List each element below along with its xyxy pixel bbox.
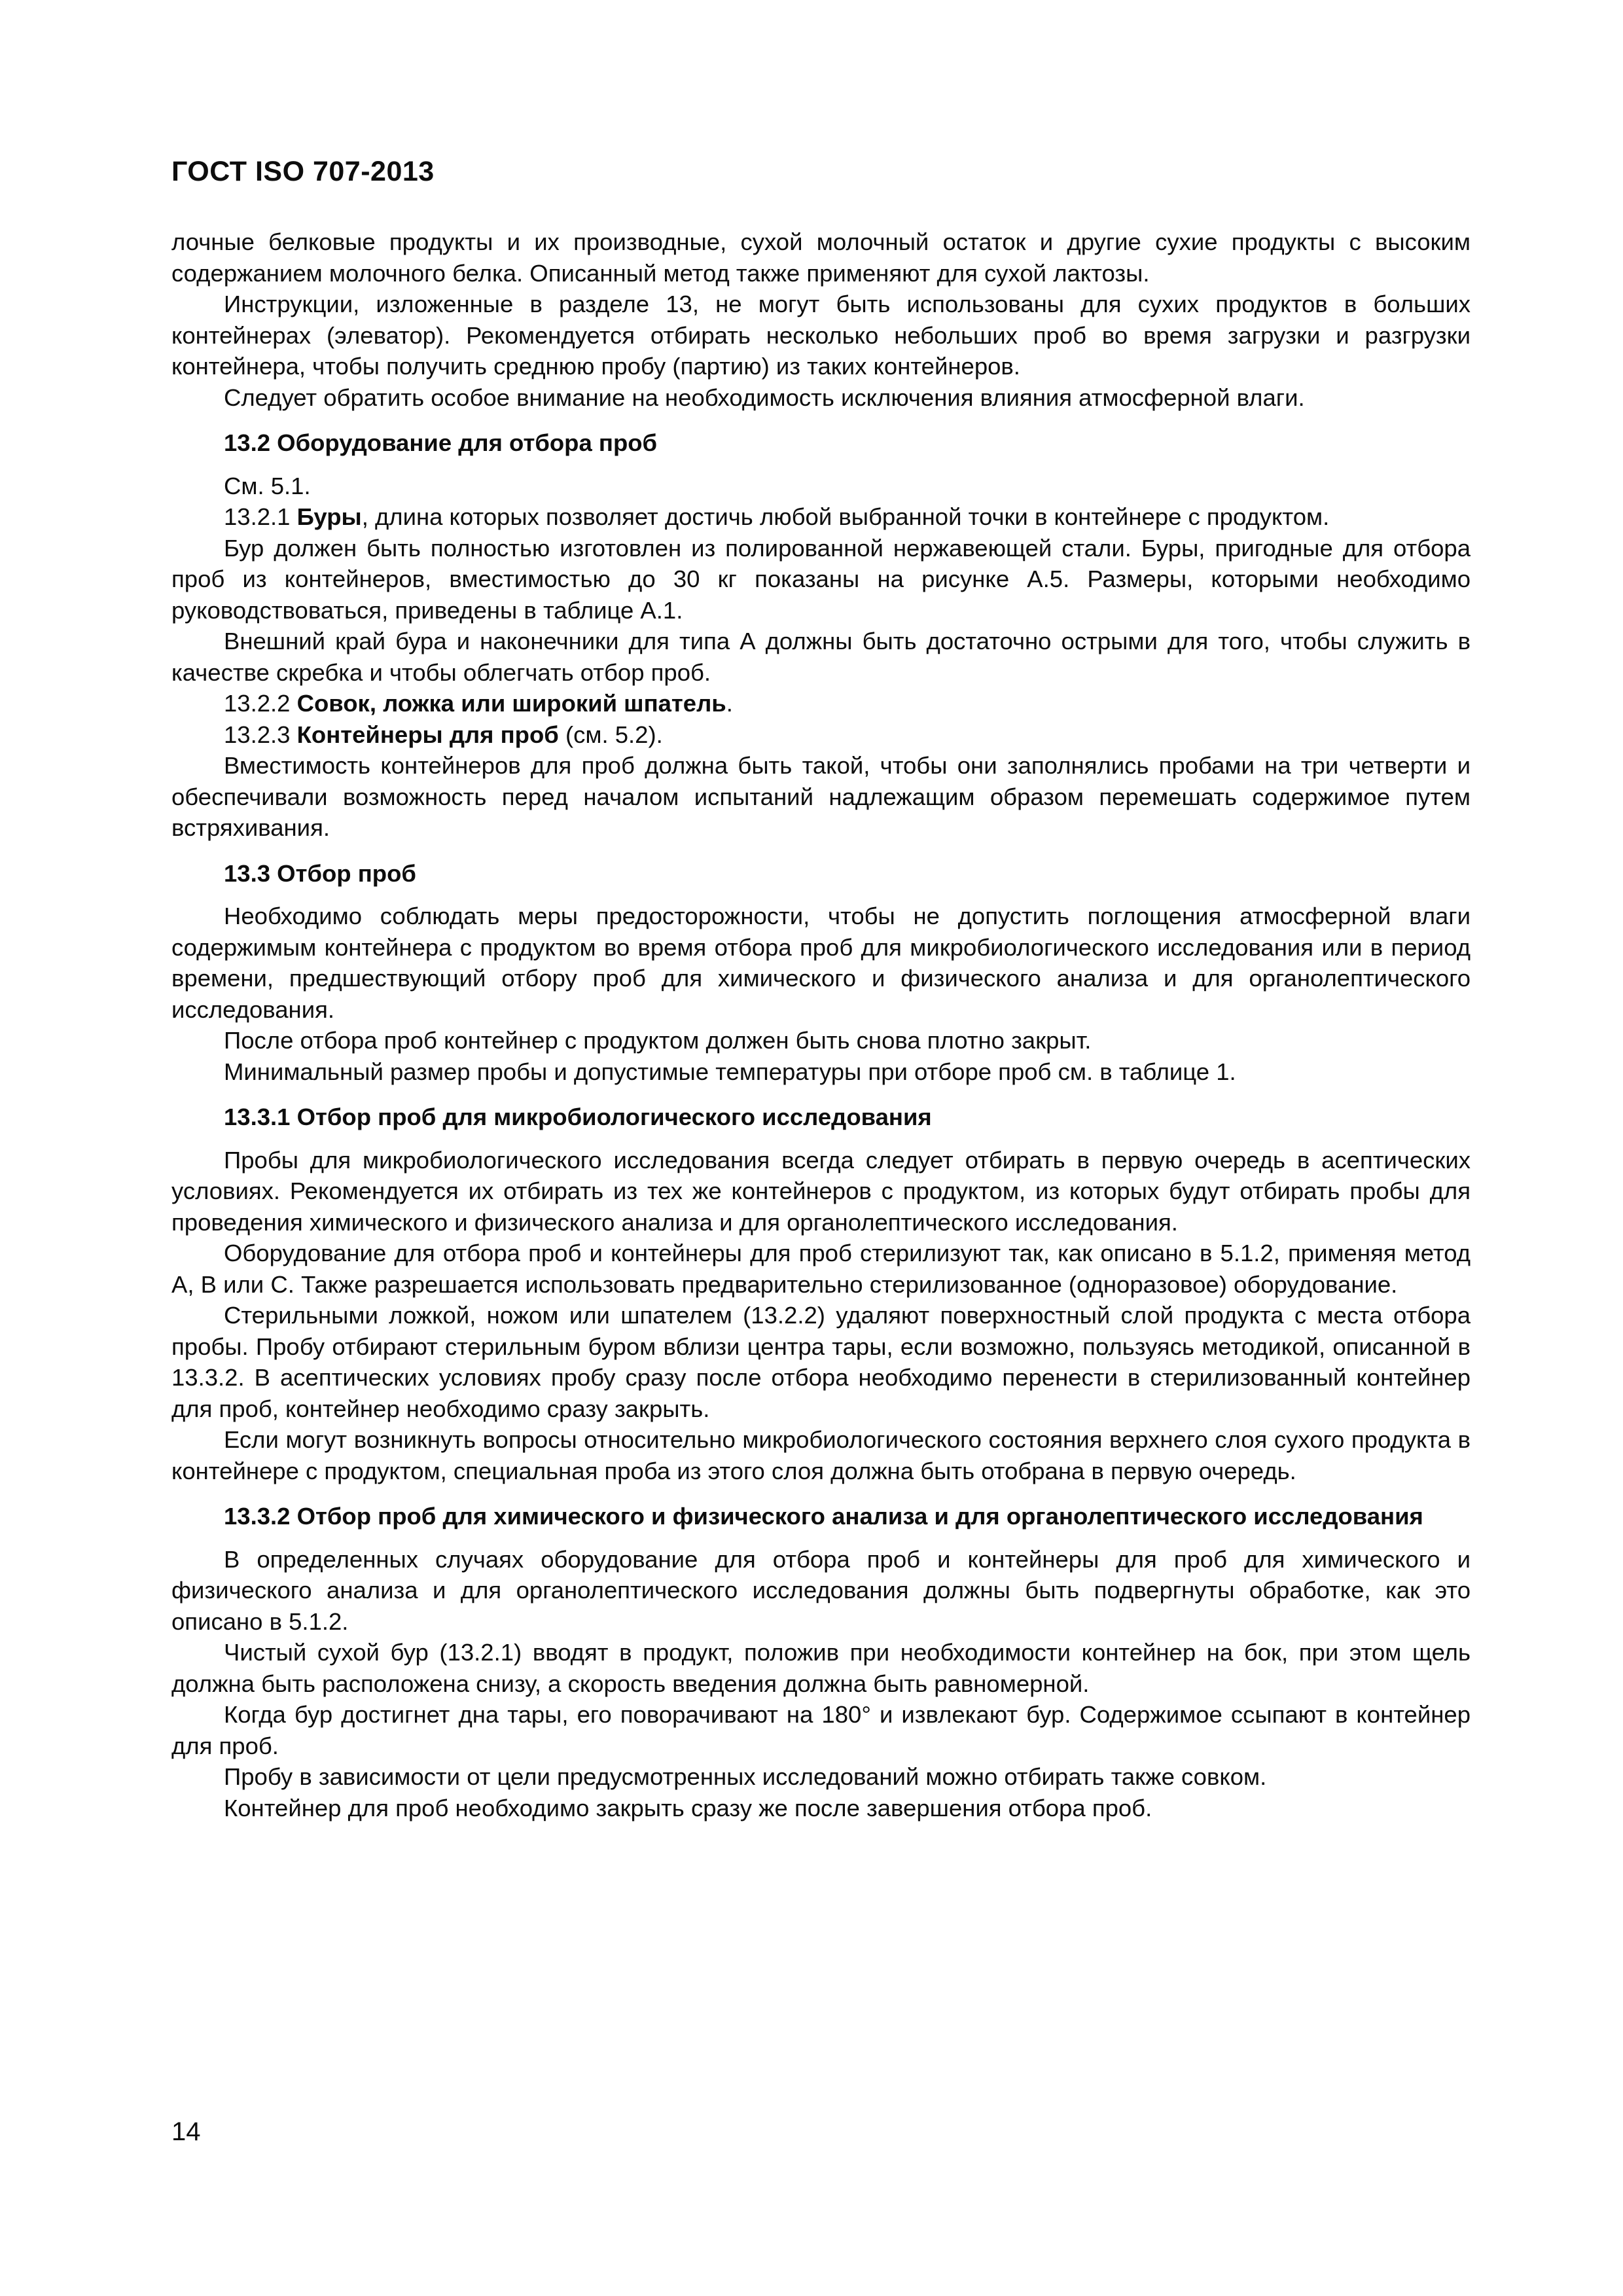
paragraph: лочные белковые продукты и их производные, сухой молочный остаток и другие сухие продукты с высоким содержанием молочного белка. Описанный метод также применяют для сухой лактозы. (171, 228, 1471, 287)
subsection-number: 13.2.2 (224, 690, 291, 717)
paragraph: Оборудование для отбора проб и контейнеры для проб стерилизуют так, как описано в 5.1.2, применяя метод А, В или С. Также разрешается использовать предварительно стерилизованное (одноразовое) оборудование. (171, 1240, 1471, 1298)
subsection-number: 13.2.1 (224, 503, 291, 530)
subsection-text: (см. 5.2). (558, 721, 663, 748)
section-heading-13-3-2: 13.3.2 Отбор проб для химического и физического анализа и для органолептического исследования (224, 1503, 1423, 1530)
subsection-term: Буры (296, 503, 362, 530)
document-body (171, 226, 1471, 1823)
subsection-text: . (726, 690, 733, 717)
subsection-number: 13.2.3 (224, 721, 291, 748)
paragraph: Пробу в зависимости от цели предусмотренных исследований можно отбирать также совком. (224, 1763, 1267, 1790)
paragraph: Контейнер для проб необходимо закрыть сразу же после завершения отбора проб. (224, 1794, 1152, 1821)
section-heading-13-2: 13.2 Оборудование для отбора проб (224, 429, 658, 456)
paragraph: Минимальный размер пробы и допустимые температуры при отборе проб см. в таблице 1. (224, 1058, 1236, 1085)
paragraph: Вместимость контейнеров для проб должна быть такой, чтобы они заполнялись пробами на три четверти и обеспечивали возможность перед началом испытаний надлежащим образом перемешать содержимое путем встряхивания. (171, 752, 1471, 841)
paragraph: Пробы для микробиологического исследования всегда следует отбирать в первую очередь в асептических условиях. Рекомендуется их отбирать из тех же контейнеров с продуктом, из которых будут отбирать пробы для проведения химического и физического анализа и для органолептического исследования. (171, 1146, 1471, 1236)
paragraph: После отбора проб контейнер с продуктом должен быть снова плотно закрыт. (224, 1027, 1092, 1054)
page-number: 14 (171, 2117, 201, 2146)
subsection-13-2-3 (171, 719, 1471, 751)
subsection-13-2-2 (171, 688, 1471, 719)
subsection-term: Совок, ложка или широкий шпатель (296, 690, 726, 717)
section-heading-13-3: 13.3 Отбор проб (224, 859, 416, 887)
paragraph: В определенных случаях оборудование для отбора проб и контейнеры для проб для химического и физического анализа и для органолептического исследования должны быть подвергнуты обработке, как это описано в 5.1.2. (171, 1545, 1471, 1635)
document-header: ГОСТ ISO 707-2013 (171, 156, 435, 187)
paragraph: Когда бур достигнет дна тары, его поворачивают на 180° и извлекают бур. Содержимое ссыпают в контейнер для проб. (171, 1701, 1471, 1759)
paragraph: Стерильными ложкой, ножом или шпателем (13.2.2) удаляют поверхностный слой продукта с места отбора пробы. Пробу отбирают стерильным буром вблизи центра тары, если возможно, пользуясь методикой, описанной в 13.3.2. В асептических условиях пробу сразу после отбора необходимо перенести в стерилизованный контейнер для проб, контейнер необходимо сразу закрыть. (171, 1302, 1471, 1422)
paragraph: См. 5.1. (224, 472, 311, 499)
subsection-text: , длина которых позволяет достичь любой выбранной точки в контейнере с продуктом. (361, 503, 1330, 530)
paragraph: Инструкции, изложенные в разделе 13, не могут быть использованы для сухих продуктов в больших контейнерах (элеватор). Рекомендуется отбирать несколько небольших проб во время загрузки и разгрузки контейнера, чтобы получить среднюю пробу (партию) из таких контейнеров. (171, 291, 1471, 380)
paragraph: Если могут возникнуть вопросы относительно микробиологического состояния верхнего слоя сухого продукта в контейнере с продуктом, специальная проба из этого слоя должна быть отобрана в первую очередь. (171, 1426, 1471, 1484)
paragraph: Следует обратить особое внимание на необходимость исключения влияния атмосферной влаги. (224, 384, 1305, 411)
subsection-term: Контейнеры для проб (296, 721, 559, 748)
paragraph: Бур должен быть полностью изготовлен из полированной нержавеющей стали. Буры, пригодные для отбора проб из контейнеров, вместимостью до 30 кг показаны на рисунке А.5. Размеры, которыми необходимо руководствоваться, приведены в таблице А.1. (171, 534, 1471, 624)
paragraph: Необходимо соблюдать меры предосторожности, чтобы не допустить поглощения атмосферной влаги содержимым контейнера с продуктом во время отбора проб для микробиологического исследования или в период времени, предшествующий отбору проб для химического и физического анализа и для органолептического исследования. (171, 903, 1471, 1023)
paragraph: Внешний край бура и наконечники для типа А должны быть достаточно острыми для того, чтобы служить в качестве скребка и чтобы облегчать отбор проб. (171, 628, 1471, 686)
section-heading-13-3-1: 13.3.1 Отбор проб для микробиологического исследования (224, 1103, 932, 1130)
paragraph: Чистый сухой бур (13.2.1) вводят в продукт, положив при необходимости контейнер на бок, при этом щель должна быть расположена снизу, а скорость введения должна быть равномерной. (171, 1639, 1471, 1697)
subsection-13-2-1 (171, 501, 1471, 533)
